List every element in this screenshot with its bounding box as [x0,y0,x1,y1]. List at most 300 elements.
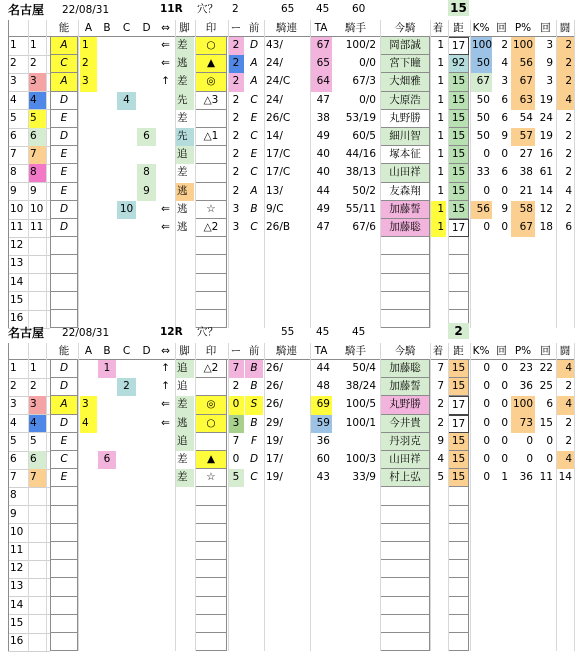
cell-u [28,633,46,651]
cell-kiren: 19/ [266,434,283,447]
cell-nou: A [50,73,78,91]
cell-ta: 67 [310,37,332,55]
cell-kai2: 18 [539,221,553,233]
cell-kyori: 17 [448,37,469,55]
cell-a [80,506,97,524]
ana-label: 穴？ [197,326,218,338]
cell-mark: ○ [195,415,227,433]
cell-k: 0 [483,184,490,197]
cell-arr: ↑ [161,75,170,88]
cell-to: 2 [556,73,574,91]
cell-to [556,578,574,596]
cell-n: 8 [10,489,17,502]
cell-kishu [333,274,378,292]
cell-n: 11 [10,544,24,556]
cell-chaku [430,633,446,651]
cell-nou: C [50,451,78,469]
cell-ta: 40 [316,148,330,161]
cell-kyori [448,578,469,596]
cell-p: 36 [519,380,533,393]
cell-kai2 [536,524,555,542]
header-k: K% [472,22,490,34]
cell-kyaku: 追 [175,433,194,451]
cell-arr [157,578,174,596]
cell-mark: ▲ [195,55,227,73]
cell-kiren [264,237,309,255]
cell-kyori [448,506,469,524]
cell-chaku [430,506,446,524]
cell-kiren: 14/ [266,130,283,142]
cell-n: 16 [10,635,24,647]
cell-ichi: 3 [232,221,240,233]
cell-mae [245,487,263,505]
cell-kishu [333,560,378,578]
cell-n: 16 [10,312,24,324]
header-ichi: ー [230,345,242,357]
cell-nou: D [50,415,78,433]
cell-ta [310,292,332,310]
cell-mae [245,237,263,255]
cell-imakishu: 加藤聡 [380,219,430,237]
cell-ichi [228,542,244,560]
cell-to: 14 [558,471,572,484]
cell-u: 2 [30,57,37,70]
cell-to: 4 [565,184,572,197]
cell-kishu [333,487,378,505]
cell-mark [195,146,227,164]
cell-arr: ⇐ [161,221,170,233]
cell-b [98,578,116,596]
cell-chaku: 1 [437,57,444,70]
cell-kiren: 19/ [266,471,283,484]
cell-c [117,451,136,469]
cell-ichi [228,274,244,292]
cell-b [98,274,116,292]
top-value-3: 45 [352,326,366,338]
cell-d [137,73,156,91]
column-divider [430,343,431,651]
cell-ichi: 0 [228,396,244,414]
cell-u: 7 [28,146,46,164]
header-arr: ⇔ [161,22,170,34]
cell-a [80,146,97,164]
header-d: D [142,345,151,357]
cell-to [556,524,574,542]
cell-d [137,597,156,615]
cell-kyaku [175,597,194,615]
header-ta: TA [314,22,328,34]
cell-kai1 [493,292,510,310]
cell-kiren [264,524,309,542]
cell-to: 2 [565,148,572,161]
cell-to [556,542,574,560]
cell-kai2 [536,506,555,524]
cell-n: 12 [10,239,24,252]
cell-mae: C [250,93,258,106]
cell-arr [157,597,174,615]
cell-kishu [333,597,378,615]
cell-a [80,92,97,110]
header-kyori: 距 [453,345,464,357]
cell-b [98,524,116,542]
cell-kai1: 0 [501,398,508,411]
cell-imakishu: 宮下瞳 [380,55,430,73]
cell-k: 0 [483,416,490,429]
cell-arr [157,92,174,110]
cell-u [28,542,46,560]
cell-imakishu: 友森翔 [380,183,430,201]
cell-ichi [228,487,244,505]
cell-u: 5 [28,110,46,128]
cell-kishu: 50/2 [352,184,376,197]
cell-mae [245,560,263,578]
cell-to: 2 [565,416,572,429]
cell-k: 67 [470,73,492,91]
cell-arr [157,451,174,469]
cell-kiren: 24/ [266,57,283,70]
cell-mark: △3 [195,92,227,110]
cell-kai1: 0 [501,184,508,197]
header-kai1: 回 [496,345,507,357]
column-divider [310,343,311,651]
cell-kai1 [493,487,510,505]
cell-kiren [264,615,309,633]
cell-kai2: 3 [546,75,553,88]
cell-kai2 [536,633,555,651]
cell-p: 56 [511,55,535,73]
cell-k: 0 [483,221,490,233]
cell-u [28,615,46,633]
cell-kishu: 100/3 [345,453,376,465]
cell-b [98,237,116,255]
header-a: A [84,345,93,357]
cell-b: 1 [98,360,116,378]
cell-kyaku [175,237,194,255]
cell-kyori [448,524,469,542]
cell-mark: △2 [195,219,227,237]
ana-number: 2 [232,3,239,15]
cell-kiren: 26/C [266,111,291,124]
cell-a [80,615,97,633]
cell-a [80,433,97,451]
cell-u: 8 [28,164,46,182]
cell-p [511,237,535,255]
cell-n: 5 [10,434,17,447]
cell-u [28,506,46,524]
cell-nou [50,274,78,292]
venue-label: 名古屋 [8,326,45,340]
cell-kyori: 15 [448,360,469,378]
cell-chaku: 1 [437,75,444,88]
cell-kishu: 100/5 [345,398,376,411]
cell-a [80,274,97,292]
cell-chaku [430,274,446,292]
cell-kai1 [493,578,510,596]
cell-kai2 [536,615,555,633]
cell-to [556,615,574,633]
cell-c [117,597,136,615]
cell-n: 14 [10,275,24,288]
cell-c [117,433,136,451]
cell-kai2: 25 [539,380,553,393]
cell-a [80,560,97,578]
cell-arr: ⇐ [161,202,170,215]
cell-kiren: 26/ [266,398,283,411]
cell-ichi: 3 [232,202,240,215]
cell-u [28,237,46,255]
cell-n: 15 [10,293,24,306]
cell-mae: S [245,396,263,414]
cell-arr [157,469,174,487]
cell-kai2: 24 [539,111,553,124]
cell-kai1: 0 [501,434,508,447]
cell-kiren: 43/ [266,39,283,51]
cell-n: 4 [10,93,17,106]
cell-b [98,292,116,310]
cell-mark [195,542,227,560]
cell-k: 50 [476,130,490,142]
cell-c [117,360,136,378]
cell-kai1: 3 [501,75,508,88]
header-d: D [142,22,151,34]
cell-b [98,378,116,396]
cell-kyori [448,292,469,310]
cell-b [98,128,116,146]
cell-imakishu: 山田祥 [380,164,430,182]
cell-d [137,237,156,255]
cell-kai1 [493,633,510,651]
cell-chaku [430,255,446,273]
cell-ta: 47 [316,221,330,233]
cell-ta: 69 [310,396,332,414]
cell-chaku: 9 [437,434,444,447]
cell-mae: F [250,434,258,447]
cell-kyori: 15 [448,451,469,469]
cell-ichi: 2 [232,130,240,142]
distance-header-badge: 15 [448,0,469,16]
cell-c [117,237,136,255]
cell-ta [310,487,332,505]
cell-nou: E [50,433,78,451]
cell-a [80,524,97,542]
cell-kishu: 50/4 [352,362,376,374]
cell-nou [50,487,78,505]
cell-chaku: 1 [437,184,444,197]
cell-mark [195,110,227,128]
cell-n: 13 [10,580,24,593]
cell-kyori [448,542,469,560]
cell-p: 63 [511,92,535,110]
cell-kyori [448,560,469,578]
cell-kai2 [536,597,555,615]
cell-to: 2 [565,166,572,179]
cell-mae [245,292,263,310]
cell-kai2: 0 [546,453,553,465]
header-c: C [122,22,131,34]
cell-a [80,451,97,469]
cell-ichi: 2 [232,380,240,393]
column-divider [78,20,79,328]
header-chaku: 着 [432,345,444,357]
cell-p [511,560,535,578]
cell-to: 6 [565,221,572,233]
cell-n: 2 [10,380,17,393]
cell-kai2 [536,578,555,596]
cell-ichi [228,292,244,310]
cell-to: 2 [565,202,572,215]
cell-u: 1 [30,39,37,51]
cell-kishu: 44/16 [345,148,376,161]
cell-mae [245,542,263,560]
cell-c [117,310,136,328]
cell-kai1: 9 [501,130,508,142]
cell-ichi: 0 [232,453,240,465]
cell-imakishu [380,237,430,255]
cell-ta [310,578,332,596]
cell-kyaku: 差 [175,396,194,414]
cell-to [556,292,574,310]
cell-chaku [430,542,446,560]
cell-ta [310,237,332,255]
cell-mark [195,578,227,596]
cell-kishu [333,433,378,451]
cell-to [556,237,574,255]
cell-kai1 [493,274,510,292]
cell-a: 3 [80,73,97,91]
cell-kyaku [175,560,194,578]
cell-kiren: 17/ [266,453,283,465]
cell-kiren [264,578,309,596]
cell-to [556,487,574,505]
cell-kiren [264,560,309,578]
cell-kishu [333,615,378,633]
cell-b [98,597,116,615]
cell-arr [157,487,174,505]
cell-a [80,633,97,651]
cell-mark [195,183,227,201]
cell-kyaku [175,255,194,273]
cell-chaku [430,487,446,505]
cell-arr [157,506,174,524]
cell-kyori: 17 [448,219,469,237]
cell-u: 4 [28,92,46,110]
cell-kai1: 6 [501,111,508,124]
cell-nou [50,237,78,255]
cell-p [511,292,535,310]
cell-kai2 [536,560,555,578]
cell-kyori: 15 [448,128,469,146]
cell-c [117,560,136,578]
cell-k: 0 [483,148,490,161]
cell-chaku: 2 [437,416,444,429]
race-number: 12R [160,326,183,338]
column-divider [195,343,196,651]
cell-imakishu [380,292,430,310]
cell-c [117,110,136,128]
cell-chaku: 1 [437,39,444,51]
cell-a [80,128,97,146]
column-divider [46,343,47,651]
cell-d [137,469,156,487]
column-divider [380,20,381,328]
cell-kishu: 38/13 [345,166,376,179]
cell-kai2: 15 [539,416,553,429]
race-date: 22/08/31 [62,4,110,16]
cell-to: 2 [565,434,572,447]
cell-chaku: 1 [437,130,444,142]
cell-kyori: 15 [448,164,469,182]
cell-a [80,360,97,378]
cell-nou: D [50,128,78,146]
venue-label: 名古屋 [8,3,45,17]
cell-imakishu: 大畑雅 [380,73,430,91]
cell-kyori: 17 [448,415,469,433]
cell-arr [157,542,174,560]
cell-to [556,597,574,615]
cell-b [98,506,116,524]
cell-ta [310,597,332,615]
cell-nou: A [50,37,78,55]
cell-a [80,487,97,505]
cell-a [80,201,97,219]
cell-kyaku [175,487,194,505]
row-divider [8,651,50,652]
cell-a [80,164,97,182]
cell-kai2: 14 [539,184,553,197]
column-divider [574,343,575,651]
cell-u: 2 [30,380,37,393]
cell-nou: D [50,92,78,110]
cell-ta: 65 [310,55,332,73]
cell-a: 2 [80,55,97,73]
cell-arr [157,255,174,273]
cell-chaku: 1 [437,166,444,179]
cell-chaku [430,524,446,542]
cell-k: 33 [476,166,490,179]
cell-b [98,110,116,128]
cell-kai2: 19 [539,130,553,142]
cell-kyaku [175,578,194,596]
cell-kishu: 60/5 [352,130,376,142]
cell-a [80,542,97,560]
cell-p: 67 [511,219,535,237]
cell-ichi: 2 [228,55,244,73]
cell-d: 8 [137,164,156,182]
cell-kiren [264,255,309,273]
cell-mark [195,292,227,310]
cell-ichi: 2 [232,184,240,197]
cell-mark [195,255,227,273]
cell-n: 1 [10,362,17,374]
cell-chaku [430,560,446,578]
cell-k [470,506,492,524]
cell-chaku [430,237,446,255]
column-divider [228,343,229,651]
cell-u [28,274,46,292]
cell-arr [157,615,174,633]
cell-imakishu [380,578,430,596]
cell-p [511,542,535,560]
header-kishu: 騎手 [345,345,366,357]
cell-u: 6 [28,451,46,469]
cell-kai1 [493,506,510,524]
cell-kiren [264,633,309,651]
cell-kiren: 24/C [266,75,291,88]
cell-kai1 [493,560,510,578]
cell-ta [310,633,332,651]
cell-b [98,396,116,414]
cell-mae: E [250,111,258,124]
